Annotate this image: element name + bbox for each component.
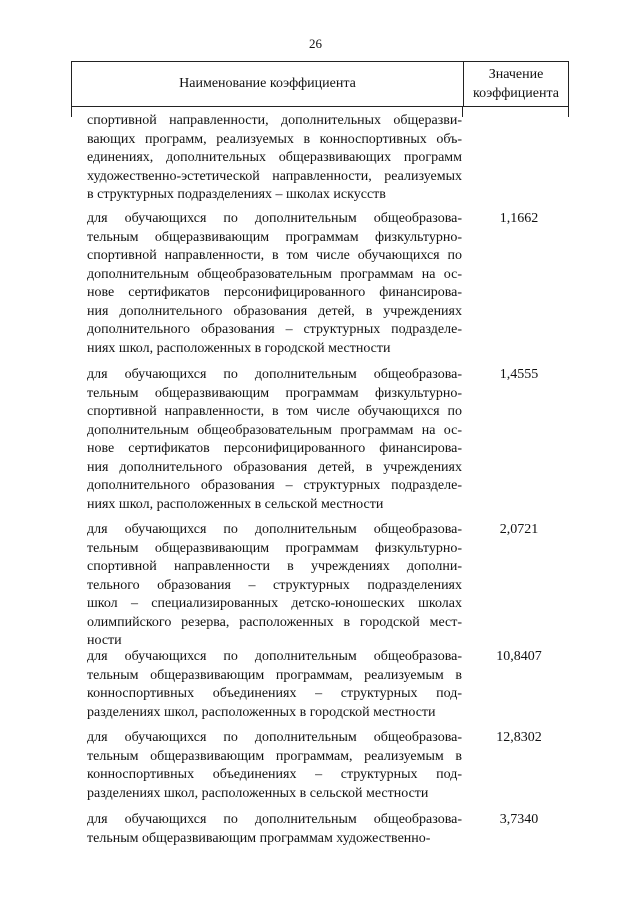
table-row-text (87, 366, 462, 514)
text-line: в структурных подразделениях – школах искусств (87, 187, 386, 202)
table-middle-border (462, 107, 463, 117)
text-line: ности (87, 633, 122, 648)
text-line: ниях школ, расположенных в сельской местности (87, 496, 384, 512)
text-line: тельным общеразвивающим программам физкультурно- (87, 540, 462, 556)
table-row-text (87, 729, 462, 803)
text-line: конноспортивных объединениях – структурных под- (87, 686, 462, 701)
text-line: олимпийского резерва, расположенных в городской мест- (87, 614, 462, 630)
table-row-text (87, 112, 462, 205)
text-line: тельным общеразвивающим программам художественно- (87, 830, 431, 846)
table-row-text (87, 648, 462, 722)
text-line: вающих программ, реализуемых в конноспортивных объ- (87, 131, 462, 147)
coefficient-value: 2,0721 (499, 522, 539, 537)
coefficient-value: 12,8302 (496, 730, 542, 745)
text-line: ниях школ, расположенных в городской местности (87, 340, 391, 356)
text-line: спортивной направленности, в том числе обучающихся по (87, 248, 462, 263)
text-line: художественно-эстетической направленности, реализуемых (87, 168, 462, 184)
table-row-text (87, 210, 462, 358)
text-line: тельным общеразвивающим программам, реализуемым в (87, 667, 462, 683)
text-line: для обучающихся по дополнительным общеобразова- (87, 730, 462, 745)
text-line: спортивной направленности, дополнительных общеразви- (87, 113, 462, 128)
text-line: для обучающихся по дополнительным общеобразова- (87, 649, 462, 664)
page-number: 26 (309, 36, 322, 51)
text-line: для обучающихся по дополнительным общеобразова- (87, 211, 462, 226)
table-row-text (87, 811, 462, 848)
text-line: тельным общеразвивающим программам, реализуемым в (87, 748, 462, 764)
text-line: ния дополнительного образования детей, в учреждениях (87, 459, 462, 475)
table-row-text (87, 521, 462, 651)
text-line: дополнительного образования – структурных подразделе- (87, 478, 462, 493)
table-header (71, 61, 569, 107)
coefficient-value: 1,4555 (499, 367, 539, 382)
text-line: разделениях школ, расположенных в городской местности (87, 704, 436, 720)
table-right-border (568, 107, 569, 117)
text-line: единениях, дополнительных общеразвивающих программ (87, 150, 462, 165)
coefficient-value: 3,7340 (499, 812, 539, 827)
text-line: спортивной направленности в учреждениях дополни- (87, 559, 462, 574)
text-line: школ – специализированных детско-юношеских школах (87, 596, 462, 611)
text-line: нове сертификатов персонифицированного финансирова- (87, 285, 462, 300)
text-line: тельного образования – структурных подразделениях (87, 577, 462, 593)
column-header-value-line2: коэффициента (473, 86, 559, 101)
column-header-value-line1: Значение (488, 67, 544, 82)
text-line: спортивной направленности, в том числе обучающихся по (87, 404, 462, 419)
text-line: дополнительным общеобразовательным программам на ос- (87, 266, 462, 282)
text-line: тельным общеразвивающим программам физкультурно- (87, 229, 462, 245)
coefficient-value: 1,1662 (499, 211, 539, 226)
coefficient-value: 10,8407 (496, 649, 542, 664)
text-line: тельным общеразвивающим программам физкультурно- (87, 385, 462, 401)
text-line: нове сертификатов персонифицированного финансирова- (87, 441, 462, 456)
text-line: конноспортивных объединениях – структурных под- (87, 767, 462, 782)
column-header-name: Наименование коэффициента (72, 62, 464, 106)
column-header-value (464, 62, 568, 106)
text-line: ния дополнительного образования детей, в учреждениях (87, 303, 462, 319)
text-line: для обучающихся по дополнительным общеобразова- (87, 522, 462, 537)
text-line: разделениях школ, расположенных в сельской местности (87, 785, 429, 801)
text-line: дополнительным общеобразовательным программам на ос- (87, 422, 462, 438)
text-line: дополнительного образования – структурных подразделе- (87, 322, 462, 337)
text-line: для обучающихся по дополнительным общеобразова- (87, 367, 462, 382)
text-line: для обучающихся по дополнительным общеобразова- (87, 812, 462, 827)
